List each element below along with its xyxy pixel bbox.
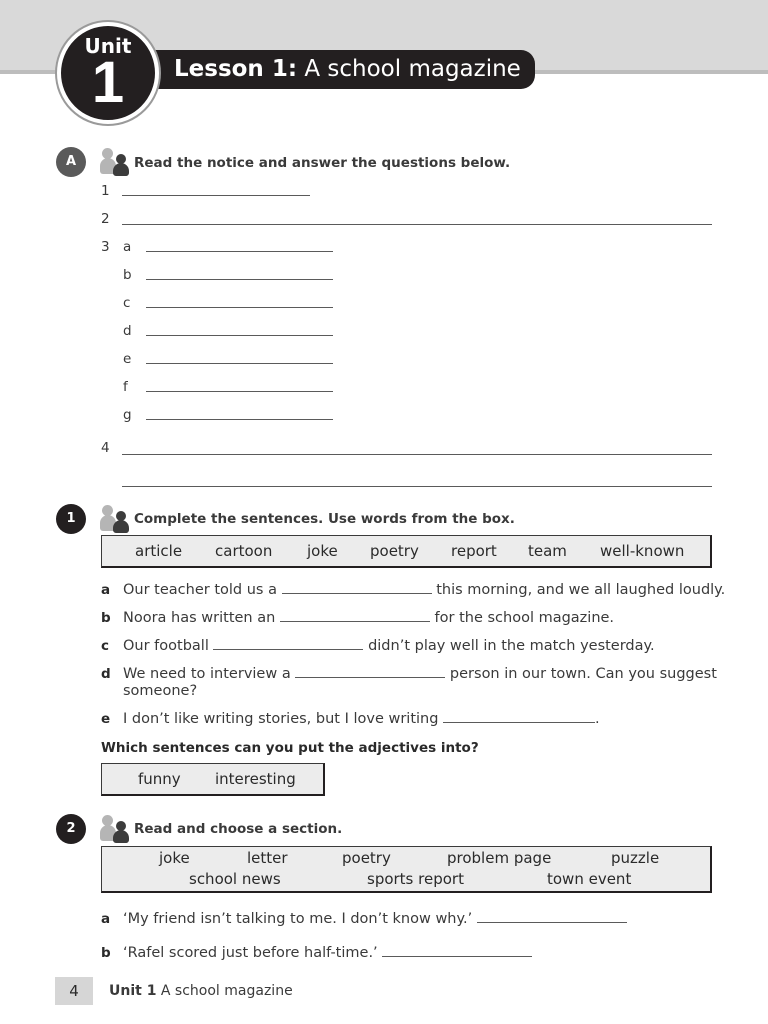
sentence-d-start: We need to interview a <box>123 666 291 682</box>
question-number-3: 3 <box>101 239 110 255</box>
answer-line-2[interactable] <box>122 224 712 225</box>
section-option: sports report <box>367 870 464 888</box>
sentence-e-end: . <box>595 711 600 727</box>
running-footer <box>109 983 293 999</box>
section-a-badge: A <box>56 147 86 177</box>
sentence-d-end: person in our town. Can you suggest <box>449 666 717 682</box>
sub-letter-e: e <box>123 351 132 367</box>
answer-line-3g[interactable] <box>146 419 333 420</box>
sentence-b-end: for the school magazine. <box>434 610 615 626</box>
sentence-c-start: Our football <box>123 638 209 654</box>
word-box-item: team <box>528 542 567 560</box>
sentence-c-blank[interactable] <box>213 637 363 650</box>
sub-letter-g: g <box>123 407 132 423</box>
answer-line-4b[interactable] <box>122 486 712 487</box>
item-a-text: ‘My friend isn’t talking to me. I don’t know why.’ <box>123 911 473 927</box>
sentence-e-start: I don’t like writing stories, but I love writing <box>123 711 439 727</box>
word-box-item: poetry <box>370 542 419 560</box>
sub-letter-b: b <box>123 267 132 283</box>
question-number-1: 1 <box>101 183 110 199</box>
pair-work-icon <box>100 148 132 176</box>
item-a <box>123 910 627 927</box>
word-box-item: cartoon <box>215 542 273 560</box>
section-a-instruction: Read the notice and answer the questions below. <box>134 155 511 171</box>
answer-line-3d[interactable] <box>146 335 333 336</box>
answer-line-3b[interactable] <box>146 279 333 280</box>
sentence-d-blank[interactable] <box>295 665 445 678</box>
section-2-badge: 2 <box>56 814 86 844</box>
sentence-d <box>123 665 717 682</box>
sentence-a-end: this morning, and we all laughed loudly. <box>436 582 726 598</box>
answer-line-1[interactable] <box>122 195 310 196</box>
adjectives-question: Which sentences can you put the adjectives into? <box>101 740 479 756</box>
sentence-d-continuation: someone? <box>123 683 198 699</box>
sub-letter-c: c <box>123 295 131 311</box>
section-1-badge: 1 <box>56 504 86 534</box>
section-1-instruction: Complete the sentences. Use words from the box. <box>134 511 515 527</box>
sentence-letter-e: e <box>101 711 111 727</box>
section-option: town event <box>547 870 632 888</box>
section-2-instruction: Read and choose a section. <box>134 821 343 837</box>
answer-line-3f[interactable] <box>146 391 333 392</box>
sentence-letter-a: a <box>101 582 111 598</box>
sentence-letter-b: b <box>101 610 111 626</box>
item-b-text: ‘Rafel scored just before half-time.’ <box>123 945 378 961</box>
page-number: 4 <box>55 977 93 1005</box>
word-box-item: well-known <box>600 542 685 560</box>
unit-number: 1 <box>91 50 125 115</box>
word-box-item: joke <box>307 542 338 560</box>
section-option: joke <box>159 849 190 867</box>
sentence-b-blank[interactable] <box>280 609 430 622</box>
unit-word: Unit <box>84 34 132 58</box>
sub-letter-a: a <box>123 239 132 255</box>
sentence-c <box>123 637 655 654</box>
item-a-blank[interactable] <box>477 910 627 923</box>
question-number-4: 4 <box>101 440 110 456</box>
item-b-blank[interactable] <box>382 944 532 957</box>
sentence-e-blank[interactable] <box>443 710 595 723</box>
answer-line-3c[interactable] <box>146 307 333 308</box>
sub-letter-d: d <box>123 323 132 339</box>
section-option: school news <box>189 870 281 888</box>
adjective-item: interesting <box>215 770 296 788</box>
footer-unit: Unit 1 <box>109 983 157 999</box>
sentence-e <box>123 710 600 727</box>
item-letter-b: b <box>101 945 111 961</box>
word-box-item: article <box>135 542 183 560</box>
question-number-2: 2 <box>101 211 110 227</box>
item-letter-a: a <box>101 911 111 927</box>
pair-work-icon <box>100 815 132 843</box>
section-option: puzzle <box>611 849 660 867</box>
section-option: letter <box>247 849 288 867</box>
sentence-b-start: Noora has written an <box>123 610 276 626</box>
item-b <box>123 944 532 961</box>
section-option: problem page <box>447 849 552 867</box>
answer-line-3a[interactable] <box>146 251 333 252</box>
section-option: poetry <box>342 849 391 867</box>
sentence-b <box>123 609 614 626</box>
sub-letter-f: f <box>123 379 128 395</box>
answer-line-4a[interactable] <box>122 454 712 455</box>
sentence-letter-c: c <box>101 638 110 654</box>
sentence-letter-d: d <box>101 666 111 682</box>
sentence-a-blank[interactable] <box>282 581 432 594</box>
adjective-item: funny <box>138 770 181 788</box>
answer-line-3e[interactable] <box>146 363 333 364</box>
unit-badge <box>57 22 159 124</box>
lesson-prefix: Lesson 1: <box>174 56 298 82</box>
word-box-item: report <box>451 542 497 560</box>
sentence-c-end: didn’t play well in the match yesterday. <box>368 638 655 654</box>
lesson-title: A school magazine <box>304 56 521 82</box>
sentence-a-start: Our teacher told us a <box>123 582 277 598</box>
sentence-a <box>123 581 725 598</box>
pair-work-icon <box>100 505 132 533</box>
footer-title: A school magazine <box>160 983 293 999</box>
lesson-title-banner <box>150 50 535 89</box>
